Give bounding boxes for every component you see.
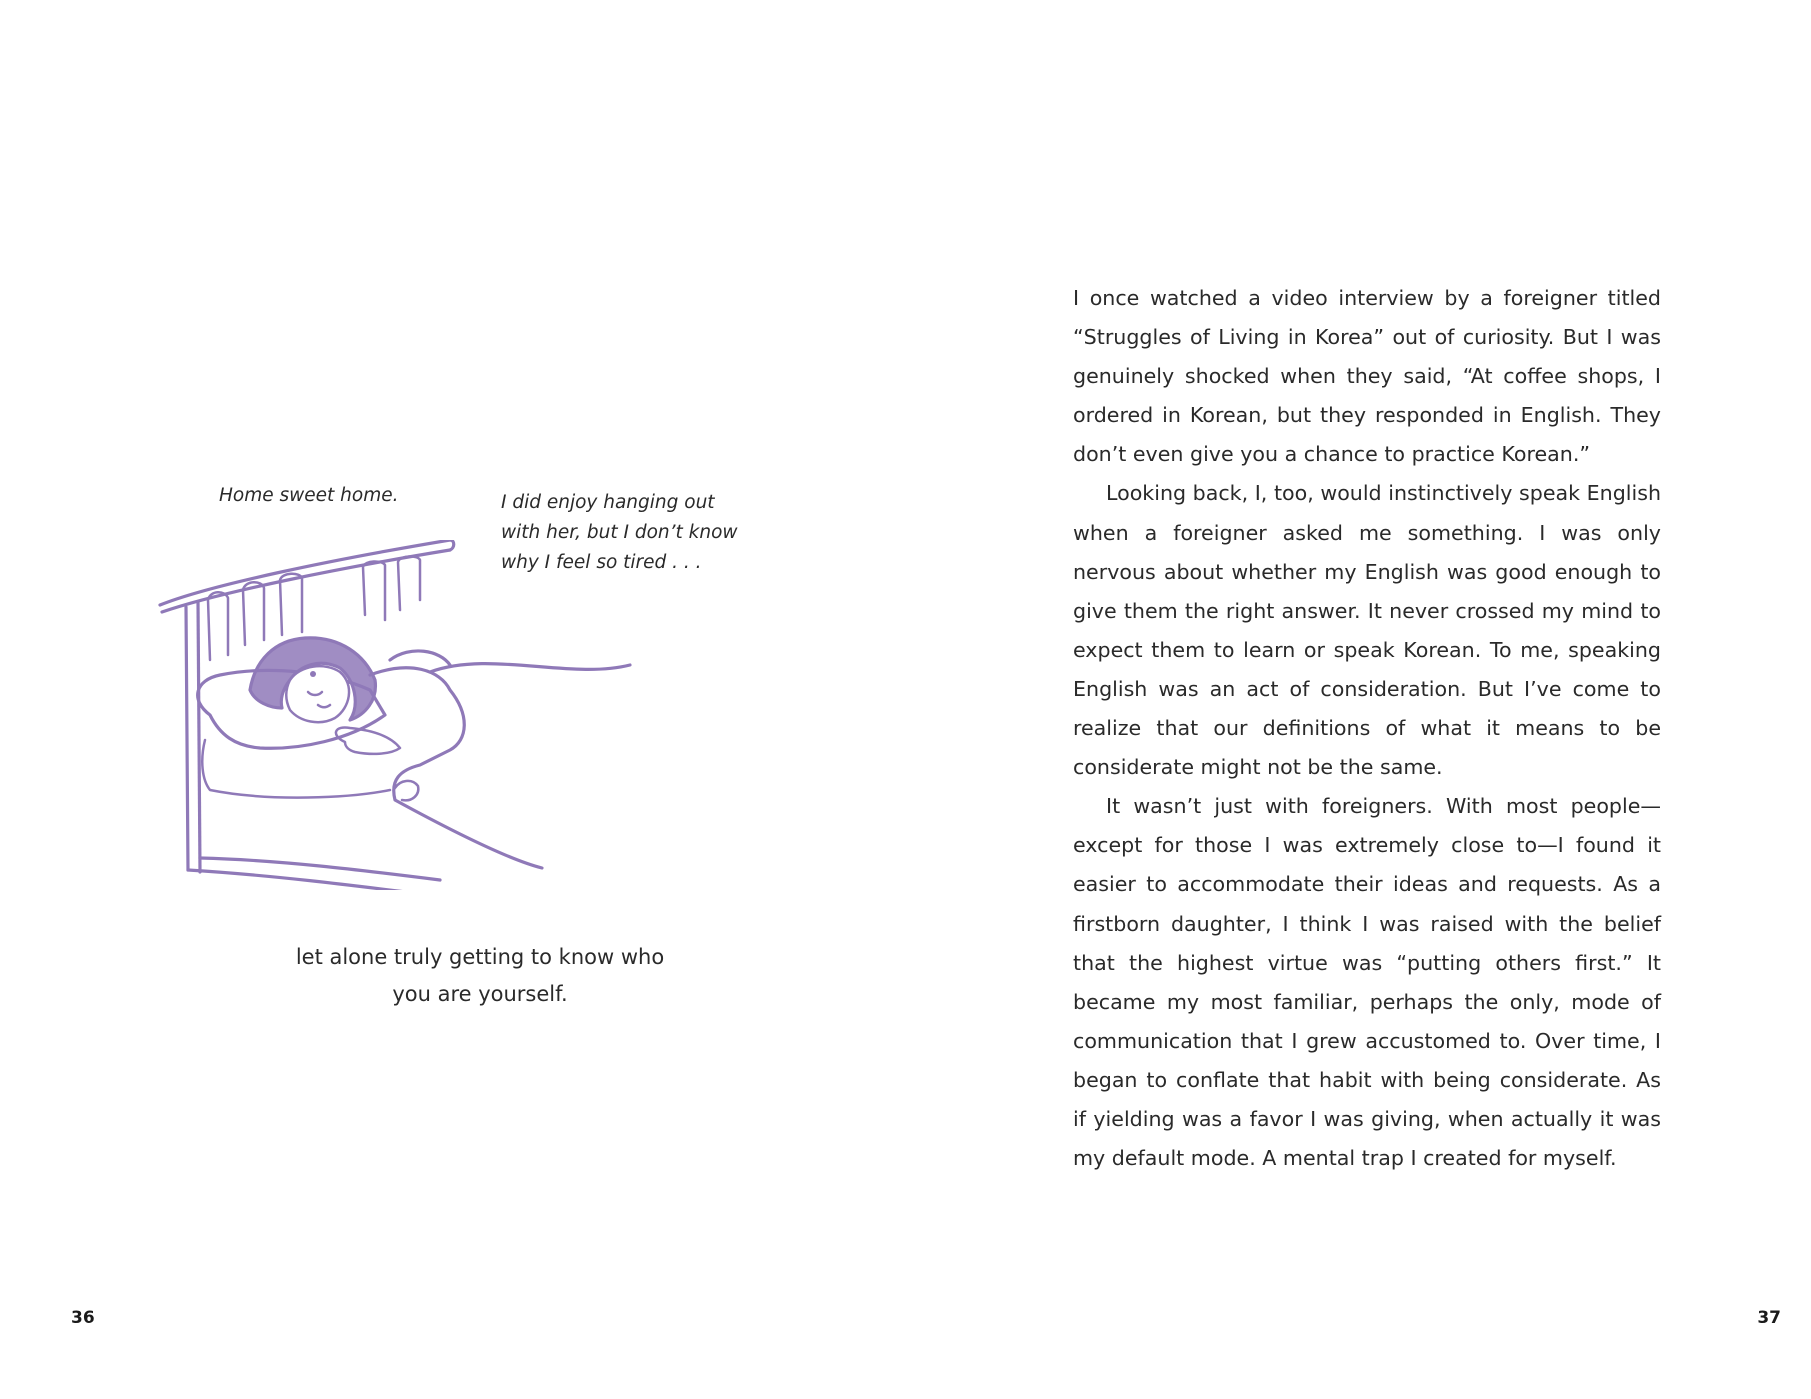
body-text (1073, 279, 1661, 1178)
blanket (370, 668, 542, 868)
blanket-top (430, 664, 630, 672)
headboard-slat (208, 592, 228, 660)
sleeping-woman-illustration (150, 540, 710, 890)
paragraph: Looking back, I, too, would instinctively speak English when a foreigner asked me something. I was only nervous about whether my English was good enough to give them the right answer. It never crossed my mind to expect them to learn or speak Korean. To me, speaking English was an act of consideration. But I’ve come to realize that our definitions of what it means to be considerate might not be the same. (1073, 481, 1661, 780)
bed-base-inner (200, 858, 440, 880)
fingers (395, 781, 418, 800)
headboard-rail-inner (162, 550, 450, 612)
paragraph: I once watched a video interview by a foreigner titled “Struggles of Living in Korea” out of curiosity. But I was genuinely shocked when they said, “At coffee shops, I ordered in Korean, but they responded in English. They don’t even give you a chance to practice Korean.” (1073, 286, 1661, 467)
illustration-caption-line: let alone truly getting to know who (295, 945, 665, 969)
bed-post-left-2 (198, 602, 200, 872)
hand (336, 727, 400, 753)
face-dot (310, 671, 316, 677)
caption-tired-line: why I feel so tired . . . (501, 552, 702, 573)
mattress (202, 740, 390, 798)
caption-tired-line: with her, but I don’t know (501, 522, 738, 543)
paragraph: It wasn’t just with foreigners. With most people—except for those I was extremely close to—I found it easier to accommodate their ideas and requests. As a firstborn daughter, I think I was raised with the belief that the highest virtue was “putting others first.” It became my most familiar, perhaps the only, mode of communication that I grew accustomed to. Over time, I began to conflate that habit with being considerate. As if yielding was a favor I was giving, when actually it was my default mode. A mental trap I created for myself. (1073, 794, 1661, 1171)
headboard-slat (398, 556, 420, 610)
headboard-slat (243, 582, 264, 645)
headboard-slat (280, 574, 302, 635)
right-page (905, 0, 1811, 1399)
illustration-caption-line: you are yourself. (392, 982, 568, 1006)
illustration-caption (230, 939, 730, 1013)
bed-post-left (186, 607, 188, 870)
shoulder (390, 651, 450, 665)
page-number-left: 36 (71, 1308, 95, 1328)
caption-home-sweet-home: Home sweet home. (219, 485, 399, 506)
page-number-right: 37 (1757, 1308, 1781, 1328)
left-page (0, 0, 905, 1399)
caption-tired-line: I did enjoy hanging out (501, 492, 715, 513)
headboard-slat (363, 561, 385, 620)
headboard-rail (160, 540, 454, 605)
